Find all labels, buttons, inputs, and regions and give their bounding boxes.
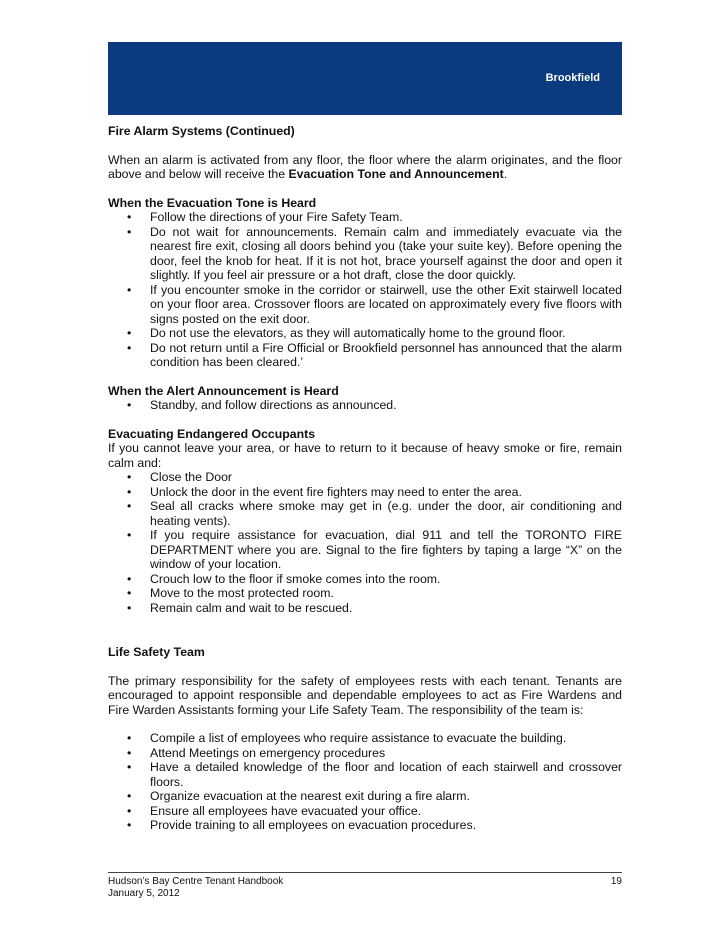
life-safety-list xyxy=(108,731,622,833)
life-safety-paragraph: The primary responsibility for the safety of employees rests with each tenant. Tenants are encouraged to appoint responsible and dependable employees to act as Fire Wardens and Fire Warden Assistants forming your Life Safety Team. The responsibility of the team is: xyxy=(108,673,622,717)
list-item: • Have a detailed knowledge of the floor and location of each stairwell and crossover floors. xyxy=(150,760,622,789)
life-safety-heading: Life Safety Team xyxy=(108,645,205,659)
header-banner xyxy=(108,42,622,115)
list-item: • If you encounter smoke in the corridor or stairwell, use the other Exit stairwell located on your floor area. Crossover floors are located on approximately every five floors with signs posted on the exit door. xyxy=(150,283,622,327)
list-item: • Remain calm and wait to be rescued. xyxy=(150,601,622,616)
footer-date: January 5, 2012 xyxy=(108,888,180,899)
list-item: • Provide training to all employees on evacuation procedures. xyxy=(150,818,622,833)
alert-heading: When the Alert Announcement is Heard xyxy=(108,383,339,398)
page-number: 19 xyxy=(610,876,622,887)
list-item: • Compile a list of employees who require assistance to evacuate the building. xyxy=(150,731,622,746)
intro-end: . xyxy=(503,167,508,181)
endangered-list xyxy=(108,470,622,615)
endangered-intro: If you cannot leave your area, or have to return to it because of heavy smoke or fire, remain calm and: xyxy=(108,441,622,470)
list-item: • Unlock the door in the event fire fighters may need to enter the area. xyxy=(150,485,622,500)
list-item: • Close the Door xyxy=(150,470,622,485)
list-item: • Do not use the elevators, as they will automatically home to the ground floor. xyxy=(150,326,622,341)
section-title: Fire Alarm Systems (Continued) xyxy=(108,124,295,138)
document-body xyxy=(108,124,622,833)
list-item: • Attend Meetings on emergency procedures xyxy=(150,746,622,761)
alert-list xyxy=(108,398,622,413)
list-item: • Crouch low to the floor if smoke comes into the room. xyxy=(150,572,622,587)
list-item: • Organize evacuation at the nearest exit during a fire alarm. xyxy=(150,789,622,804)
list-item: • Seal all cracks where smoke may get in (e.g. under the door, air conditioning and heating vents). xyxy=(150,499,622,528)
brand-logo: Brookfield xyxy=(545,72,600,84)
footer-handbook-title: Hudson’s Bay Centre Tenant Handbook xyxy=(108,876,284,887)
section-intro xyxy=(108,153,622,182)
list-item: • Standby, and follow directions as announced. xyxy=(150,398,622,413)
list-item: • Do not return until a Fire Official or Brookfield personnel has announced that the alarm condition has been cleared.’ xyxy=(150,341,622,370)
list-item: • If you require assistance for evacuation, dial 911 and tell the TORONTO FIRE DEPARTMENT where you are. Signal to the fire fighters by taping a large “X” on the window of your location. xyxy=(150,528,622,572)
evac-tone-heading: When the Evacuation Tone is Heard xyxy=(108,195,317,210)
list-item: • Ensure all employees have evacuated your office. xyxy=(150,804,622,819)
intro-bold: Evacuation Tone and Announcement xyxy=(288,167,504,181)
endangered-heading: Evacuating Endangered Occupants xyxy=(108,426,316,441)
list-item: • Follow the directions of your Fire Safety Team. xyxy=(150,210,622,225)
intro-text: When an alarm is activated from any floor, the floor where the alarm originates, and the floor above and below will receive the xyxy=(108,152,622,181)
list-item: • Move to the most protected room. xyxy=(150,586,622,601)
list-item: • Do not wait for announcements. Remain calm and immediately evacuate via the nearest fire exit, closing all doors behind you (take your suite key). Before opening the door, feel the knob for heat. If it is not hot, brace yourself against the door and open it slightly. If you feel air pressure or a hot draft, close the door quickly. xyxy=(150,225,622,283)
evac-tone-list xyxy=(108,210,622,370)
page-footer xyxy=(108,872,622,900)
